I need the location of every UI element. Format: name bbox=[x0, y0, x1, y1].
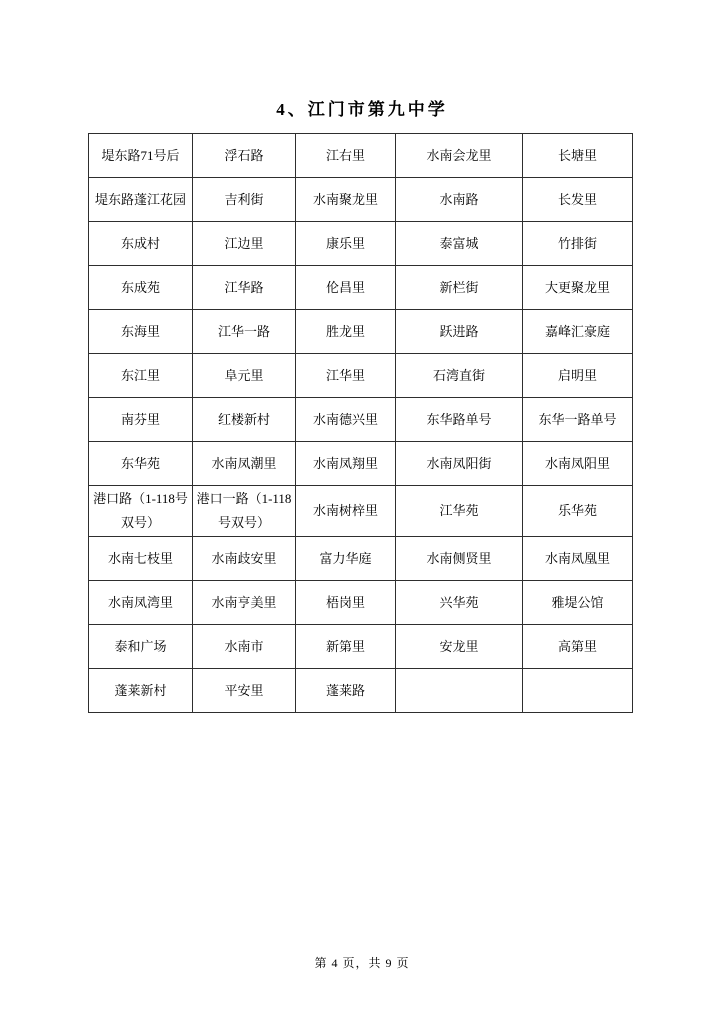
table-cell: 水南歧安里 bbox=[193, 537, 296, 581]
table-cell: 江华一路 bbox=[193, 310, 296, 354]
table-cell: 嘉峰汇豪庭 bbox=[523, 310, 633, 354]
table-cell: 泰富城 bbox=[396, 222, 523, 266]
table-row bbox=[89, 222, 633, 266]
table-cell: 长发里 bbox=[523, 178, 633, 222]
table-row bbox=[89, 486, 633, 537]
table-cell: 南芬里 bbox=[89, 398, 193, 442]
table-cell: 东华路单号 bbox=[396, 398, 523, 442]
table-cell: 东华一路单号 bbox=[523, 398, 633, 442]
table-cell: 水南凤翔里 bbox=[296, 442, 396, 486]
table-cell: 石湾直街 bbox=[396, 354, 523, 398]
table-row bbox=[89, 669, 633, 713]
table-cell: 水南路 bbox=[396, 178, 523, 222]
table-cell: 东华苑 bbox=[89, 442, 193, 486]
table-cell: 东成苑 bbox=[89, 266, 193, 310]
table-cell: 水南市 bbox=[193, 625, 296, 669]
table-cell: 蓬莱路 bbox=[296, 669, 396, 713]
table-cell: 红楼新村 bbox=[193, 398, 296, 442]
table-cell: 长塘里 bbox=[523, 134, 633, 178]
table-cell: 堤东路蓬江花园 bbox=[89, 178, 193, 222]
table-cell: 水南凤湾里 bbox=[89, 581, 193, 625]
table-cell: 东海里 bbox=[89, 310, 193, 354]
table-cell: 水南亨美里 bbox=[193, 581, 296, 625]
table-cell: 跃进路 bbox=[396, 310, 523, 354]
table-cell: 乐华苑 bbox=[523, 486, 633, 537]
table-cell: 堤东路71号后 bbox=[89, 134, 193, 178]
table-cell: 港口一路（1-118号双号） bbox=[193, 486, 296, 537]
table-cell: 康乐里 bbox=[296, 222, 396, 266]
table-cell: 水南七枝里 bbox=[89, 537, 193, 581]
table-cell: 启明里 bbox=[523, 354, 633, 398]
table-cell: 水南聚龙里 bbox=[296, 178, 396, 222]
table-cell: 梧岗里 bbox=[296, 581, 396, 625]
table-cell bbox=[523, 669, 633, 713]
table-row bbox=[89, 354, 633, 398]
table-cell: 大更聚龙里 bbox=[523, 266, 633, 310]
table-cell: 胜龙里 bbox=[296, 310, 396, 354]
table-cell: 伦昌里 bbox=[296, 266, 396, 310]
table-cell: 江边里 bbox=[193, 222, 296, 266]
table-row bbox=[89, 442, 633, 486]
table-cell: 水南凤阳街 bbox=[396, 442, 523, 486]
table-cell: 雅堤公馆 bbox=[523, 581, 633, 625]
table-row bbox=[89, 625, 633, 669]
table-row bbox=[89, 581, 633, 625]
table-row bbox=[89, 398, 633, 442]
table-cell: 江华路 bbox=[193, 266, 296, 310]
table-cell: 东成村 bbox=[89, 222, 193, 266]
address-table bbox=[88, 133, 633, 713]
table-row bbox=[89, 537, 633, 581]
table-cell: 兴华苑 bbox=[396, 581, 523, 625]
table-cell: 平安里 bbox=[193, 669, 296, 713]
table-cell: 东江里 bbox=[89, 354, 193, 398]
table-cell: 蓬莱新村 bbox=[89, 669, 193, 713]
table-cell: 江华里 bbox=[296, 354, 396, 398]
table-cell: 港口路（1-118号双号） bbox=[89, 486, 193, 537]
table-cell: 水南凤阳里 bbox=[523, 442, 633, 486]
table-cell: 水南会龙里 bbox=[396, 134, 523, 178]
table-cell: 富力华庭 bbox=[296, 537, 396, 581]
table-cell: 安龙里 bbox=[396, 625, 523, 669]
table-cell: 高第里 bbox=[523, 625, 633, 669]
page-title: 4、江门市第九中学 bbox=[276, 100, 448, 119]
table-cell: 新第里 bbox=[296, 625, 396, 669]
table-cell: 水南凤潮里 bbox=[193, 442, 296, 486]
table-cell: 浮石路 bbox=[193, 134, 296, 178]
table-cell: 水南侧贤里 bbox=[396, 537, 523, 581]
table-cell: 水南德兴里 bbox=[296, 398, 396, 442]
table-row bbox=[89, 178, 633, 222]
table-cell: 水南树梓里 bbox=[296, 486, 396, 537]
table-row bbox=[89, 134, 633, 178]
table-row bbox=[89, 266, 633, 310]
table-cell bbox=[396, 669, 523, 713]
table-cell: 江华苑 bbox=[396, 486, 523, 537]
table-cell: 吉利街 bbox=[193, 178, 296, 222]
table-row bbox=[89, 310, 633, 354]
page-number-footer: 第 4 页，共 9 页 bbox=[314, 956, 410, 970]
table-body bbox=[89, 134, 633, 713]
table-cell: 江右里 bbox=[296, 134, 396, 178]
table-cell: 新栏街 bbox=[396, 266, 523, 310]
table-cell: 水南凤凰里 bbox=[523, 537, 633, 581]
table-cell: 阜元里 bbox=[193, 354, 296, 398]
table-cell: 泰和广场 bbox=[89, 625, 193, 669]
table-cell: 竹排街 bbox=[523, 222, 633, 266]
